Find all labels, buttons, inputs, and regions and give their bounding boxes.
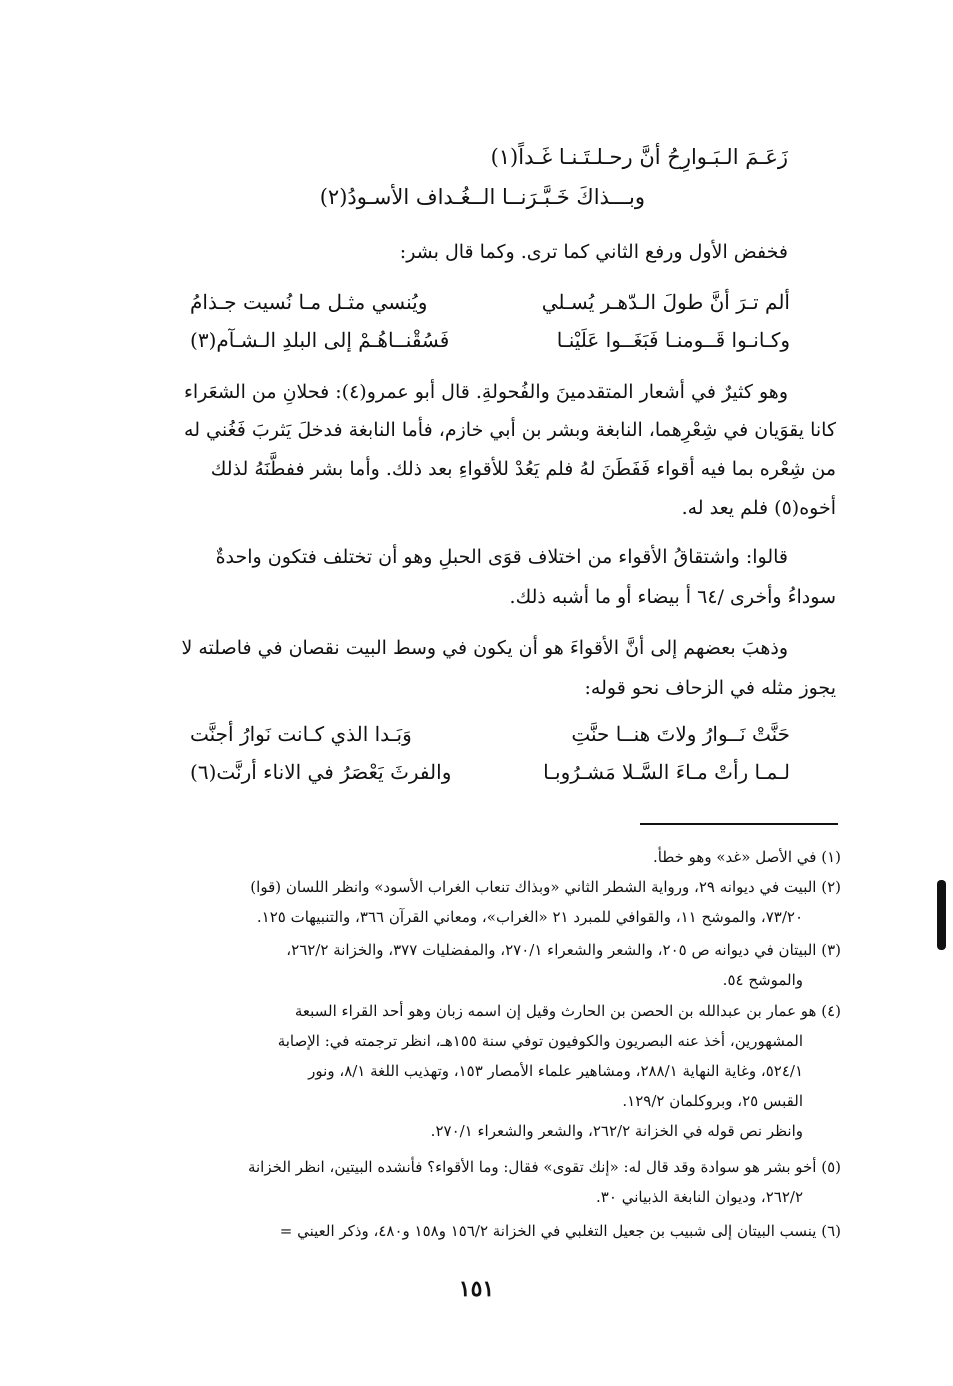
verse3-row [190, 722, 790, 752]
footnote-line: (٤) هو عمار بن عبدالله بن الحصن بن الحارث وقيل إن اسمه زبان وهو أحد القراء السبعة [294, 1002, 841, 1020]
footnote-2 [111, 872, 841, 932]
para1-text: فخفض الأول ورفع الثاني كما ترى. وكما قال بشر: [399, 241, 788, 263]
footnote-line: (٥) أخو بشر هو سوادة وقد قال له: «إنك تقوى» فقال: وما الأقواء؟ فأنشده البيتين، انظر الخزانة [247, 1158, 841, 1176]
footnote-line: ٥٢٤/١، وغاية النهاية ٢٨٨/١، ومشاهير علماء الأمصار ١٥٣، وتهذيب اللغة ٨/١، ونور [308, 1062, 803, 1080]
para2-line: أخوه(٥) فلم يعد له. [681, 497, 836, 519]
footnote-line: ٧٣/٢٠، والموشح ١١، والقوافي للمبرد ٢١ «الغراب»، ومعاني القرآن ٣٦٦، والتنبيهات ١٢٥. [256, 908, 803, 926]
para2-line: كانا يقوَيان في شِعْرِهما، النابغة وبشر بن أبي خازم، فأما النابغة فدخلَ يَثربَ فَغُني له [184, 419, 836, 441]
verse2-row [190, 290, 790, 320]
verse3-row1-left: وَبَـدا الذي كـانت نَوارُ أجنَّت [190, 722, 412, 746]
para4-line: وذهبَ بعضهم إلى أنَّ الأقواءَ هو أن يكون في وسط البيت نقصان في فاصلته لا [181, 637, 788, 659]
verse2-row [190, 328, 790, 358]
footnote-line: المشهورين، أخذ عنه البصريون والكوفيون توفي سنة ١٥٥هـ، انظر ترجمته في: الإصابة [277, 1032, 803, 1050]
verse1-line2: وبـــذاكَ خَـبَّـرَنــا الــغُـداف الأسـودُ(٢) [319, 185, 645, 209]
verse3-row1-right: حَنَّتْ نَــوارُ ولاتَ هنــا حنَّتِ [571, 722, 790, 746]
para3-line: سوداءُ وأخرى /٦٤ أ بيضاء أو ما أشبه ذلك. [509, 586, 836, 608]
verse2-row1-right: ألم تـرَ أنَّ طولَ الـدّهـر يُسـلي [541, 290, 790, 314]
footnote-line: القبس ٢٥، وبروكلمان ١٢٩/٢. [622, 1092, 803, 1110]
page-number: ١٥١ [458, 1276, 495, 1302]
footnote-line: (١) في الأصل «غد» وهو خطأ. [653, 848, 841, 866]
verse3-row2-left: والفرثَ يَعْصَرُ في الاناء أرنَّت(٦) [190, 760, 452, 784]
footnote-separator [640, 823, 838, 825]
verse1-line1: زَعَـمَ الـبَـوارِحُ أنَّ رحـلـتَـنـا غَـداً(١) [490, 145, 788, 169]
footnote-1 [111, 842, 841, 872]
footnote-line: (٦) ينسب البيتان إلى شبيب بن جعيل التغلبي في الخزانة ١٥٦/٢ و١٥٨ و٤٨٠، وذكر العيني = [279, 1222, 841, 1240]
verse3-row [190, 760, 790, 790]
verse2-row2-right: وكـانـوا قَــومنـا فَبَغَــوا عَلَيْنـا [556, 328, 790, 352]
footnote-4 [111, 996, 841, 1146]
footnote-line: ٢٦٢/٢، وديوان النابغة الذبياني ٣٠. [596, 1188, 803, 1206]
footnote-6 [111, 1216, 841, 1246]
verse2-row1-left: ويُنسي مثـل مـا نُسيت جـذامُ [190, 290, 428, 314]
footnote-line: وانظر نص قوله في الخزانة ٢٦٢/٢، والشعر والشعراء ٢٧٠/١. [430, 1122, 803, 1140]
verse3-row2-right: لـمـا رأتْ مـاءَ السَّـلا مَشـرُوبـا [543, 760, 790, 784]
para3-line: قالوا: واشتقاقُ الأقواء من اختلاف قوَى الحبلِ وهو أن تختلف فتكون واحدةٌ [215, 546, 788, 568]
footnote-line: والموشح ٥٤. [722, 971, 803, 989]
scan-edge-mark [937, 880, 946, 950]
footnote-line: (٣) البيتان في ديوانه ص ٢٠٥، والشعر والشعراء ٢٧٠/١، والمفضليات ٣٧٧، والخزانة ٢٦٢/٢، [286, 941, 841, 959]
footnote-3 [111, 935, 841, 995]
footnote-line: (٢) البيت في ديوانه ٢٩، ورواية الشطر الثاني «وبذاك تنعاب الغراب الأسود» وانظر اللسان (قوا) [250, 878, 841, 896]
footnote-5 [111, 1152, 841, 1212]
para4-line: يجوز مثله في الزحاف نحو قوله: [584, 677, 836, 699]
para2-line: من شِعْره بما فيه أقواء فَفَطَنَ لهُ فلم يَعُدْ للأقواءِ بعد ذلك. وأما بشر ففطَّنَهُ لذلك [210, 458, 836, 480]
verse2-row2-left: فَسُقْنــاهُـمْ إلى البلدِ الـشـآم(٣) [190, 328, 450, 352]
para2-line: وهو كثيرٌ في أشعار المتقدمينَ والفُحولةِ. قال أبو عمرو(٤): فحلانِ من الشعَراء [183, 381, 788, 403]
